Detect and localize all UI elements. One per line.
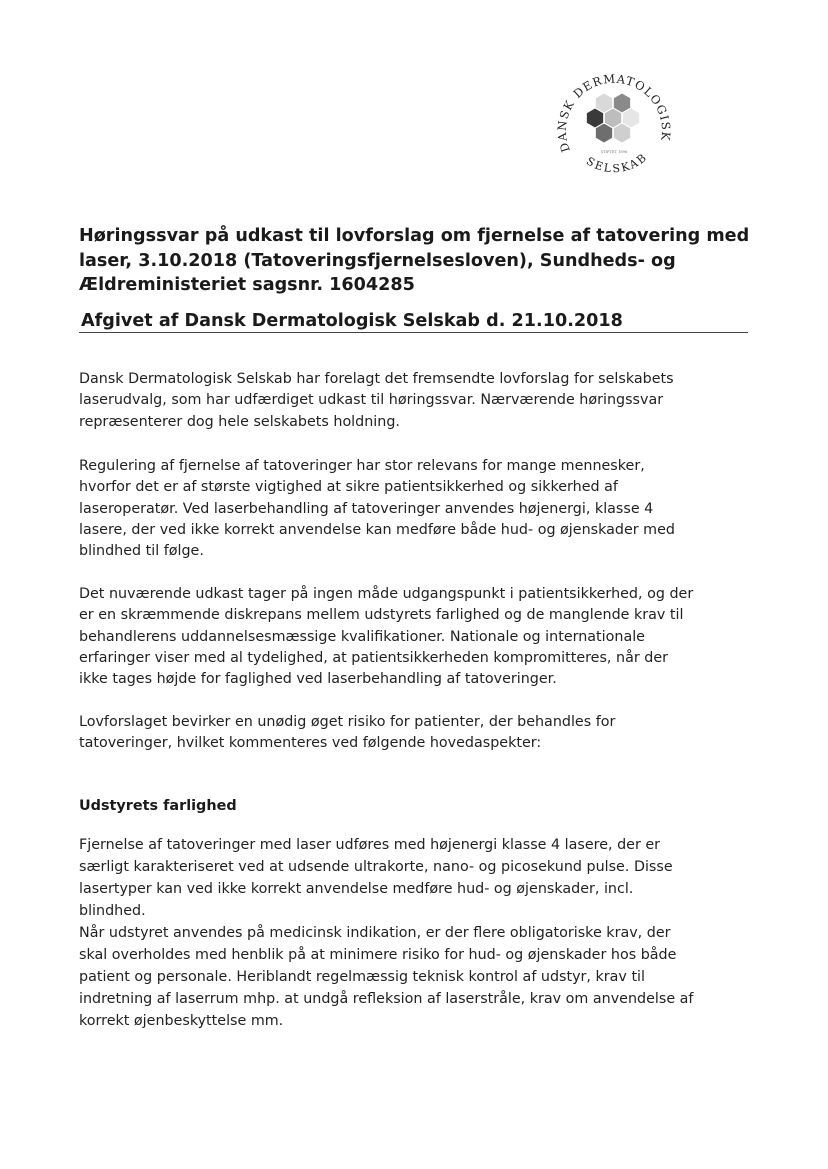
text-line: blindhed til følge. [79, 543, 204, 560]
text-line: særligt karakteriseret ved at udsende ultrakorte, nano- og picosekund pulse. Disse [79, 859, 673, 875]
text-line: Det nuværende udkast tager på ingen måde udgangspunkt i patientsikkerhed, og der [79, 586, 694, 602]
text-line: tatoveringer, hvilket kommenteres ved følgende hovedaspekter: [79, 735, 542, 752]
title-line: Ældreministeriet sagsnr. 1604285 [79, 275, 415, 295]
document-title [79, 224, 750, 298]
text-line: lasertyper kan ved ikke korrekt anvendelse medføre hud- og øjenskader, incl. [79, 881, 634, 897]
text-line: indretning af laserrum mhp. at undgå refleksion af laserstråle, krav om anvendelse af [79, 991, 694, 1007]
paragraph-regulation [79, 456, 675, 562]
text-line: korrekt øjenbeskyttelse mm. [79, 1013, 284, 1029]
hexagon-cluster [586, 93, 639, 143]
text-line: lasere, der ved ikke korrekt anvendelse kan medføre både hud- og øjenskader med [79, 521, 675, 538]
svg-text:DANSK DERMATOLOGISK: DANSK DERMATOLOGISK [554, 71, 674, 155]
paragraph-risk [79, 712, 615, 755]
section-heading: Udstyrets farlighed [79, 798, 237, 814]
text-line: er en skræmmende diskrepans mellem udstyrets farlighed og de manglende krav til [79, 607, 684, 624]
text-line: hvorfor det er af største vigtighed at sikre patientsikkerhed og sikkerhed af [79, 479, 618, 496]
text-line: laseroperatør. Ved laserbehandling af tatoveringer anvendes højenergi, klasse 4 [79, 500, 654, 517]
text-line: ikke tages højde for faglighed ved laserbehandling af tatoveringer. [79, 671, 557, 688]
text-line: Regulering af fjernelse af tatoveringer har stor relevans for mange mennesker, [79, 458, 645, 474]
text-line: behandlerens uddannelsesmæssige kvalifikationer. Nationale og internationale [79, 628, 645, 645]
paragraph-intro [79, 369, 674, 433]
svg-text:SELSKAB: SELSKAB [584, 150, 651, 176]
text-line: repræsenterer dog hele selskabets holdning. [79, 413, 400, 430]
text-line: erfaringer viser med al tydelighed, at patientsikkerheden kompromitteres, når der [79, 649, 669, 666]
title-line: Høringssvar på udkast til lovforslag om fjernelse af tatovering med [79, 226, 750, 246]
society-logo [554, 58, 674, 188]
logo-hexagon [595, 123, 612, 143]
text-line: patient og personale. Heriblandt regelmæssig teknisk kontrol af udstyr, krav til [79, 969, 645, 985]
text-line: laserudvalg, som har udfærdiget udkast til høringssvar. Nærværende høringssvar [79, 392, 664, 409]
text-line: Lovforslaget bevirker en unødig øget risiko for patienter, der behandles for [79, 714, 616, 730]
title-line: laser, 3.10.2018 (Tatoveringsfjernelsesloven), Sundheds- og [79, 250, 676, 271]
divider [79, 332, 748, 333]
text-line: Når udstyret anvendes på medicinsk indikation, er der flere obligatoriske krav, der [79, 925, 671, 941]
text-line: Dansk Dermatologisk Selskab har forelagt det fremsendte lovforslag for selskabets [79, 371, 674, 387]
text-line: skal overholdes med henblik på at minimere risiko for hud- og øjenskader hos både [79, 947, 677, 963]
society-seal-icon [554, 58, 674, 188]
logo-hexagon [613, 123, 630, 143]
founded-text: STIFTET 1896 [600, 150, 628, 154]
paragraph-current-draft [79, 584, 693, 690]
paragraph-equipment-danger [79, 834, 693, 1032]
byline: Afgivet af Dansk Dermatologisk Selskab d. 21.10.2018 [81, 311, 623, 331]
text-line: Fjernelse af tatoveringer med laser udføres med højenergi klasse 4 lasere, der er [79, 837, 661, 853]
text-line: blindhed. [79, 903, 146, 919]
